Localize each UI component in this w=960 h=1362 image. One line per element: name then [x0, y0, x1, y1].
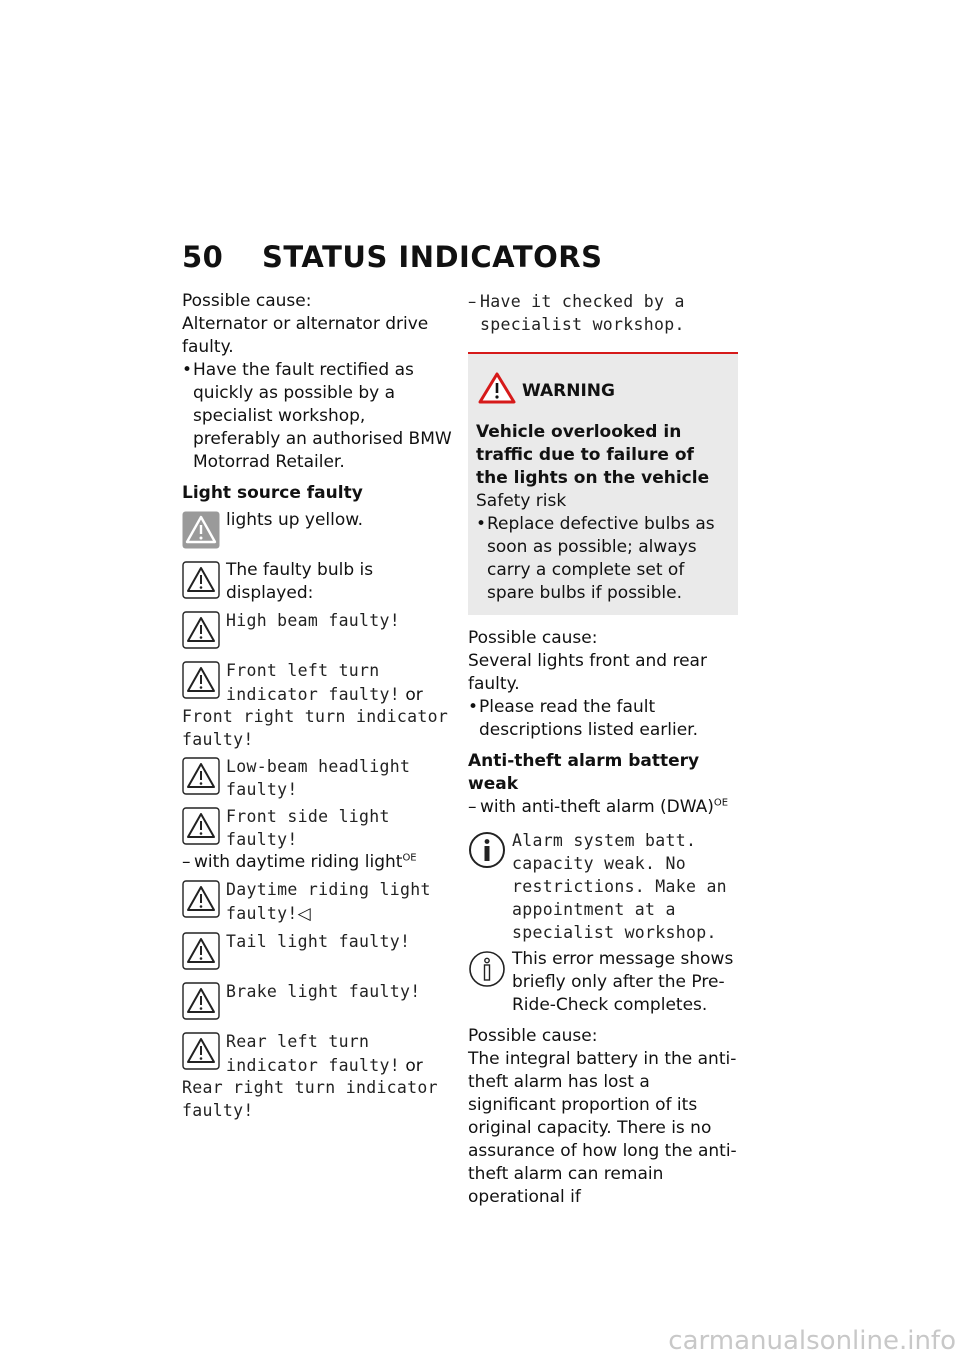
info-icon	[468, 831, 506, 876]
indicator-row	[182, 659, 452, 707]
indicator-row	[182, 930, 452, 976]
rear-left-turn-message: Rear left turn indicator faulty!	[226, 1032, 400, 1075]
front-right-turn-message: Front right turn indicator faulty!	[182, 707, 449, 749]
indicator-row	[182, 509, 452, 555]
watermark: carmanualsonline.info	[668, 1326, 956, 1356]
possible-cause-label: Possible cause:	[468, 628, 598, 648]
front-side-message: Front side light faulty!	[226, 807, 390, 849]
warning-triangle-icon	[182, 1032, 220, 1077]
warning-triangle-icon	[182, 880, 220, 925]
daytime-riding-message: Daytime riding light faulty!	[226, 880, 431, 923]
front-turn-text	[182, 659, 452, 707]
warning-triangle-icon	[182, 932, 220, 977]
have-checked-line: – Have it checked by a specialist workshop.	[468, 292, 685, 334]
indicator-row	[182, 559, 452, 605]
end-mark-icon: ◁	[297, 904, 311, 924]
antitheft-heading: Anti-theft alarm battery weak	[468, 751, 700, 794]
indicator-row	[182, 878, 452, 926]
brake-light-message: Brake light faulty!	[226, 982, 421, 1001]
page-number: 50	[182, 240, 224, 274]
possible-cause-label: Possible cause:	[182, 291, 312, 311]
cause-text: Alternator or alternator drive faulty.	[182, 314, 429, 357]
info-row	[468, 948, 738, 1017]
left-column	[182, 290, 452, 1122]
warning-bullet: • Replace defective bulbs as soon as possible; always carry a complete set of spare bulbs if possible.	[476, 513, 730, 605]
warning-risk: Safety risk	[476, 491, 567, 511]
info-row	[468, 829, 738, 944]
alarm-message: Alarm system batt. capacity weak. No restrictions. Make an appointment at a specialist workshop.	[512, 831, 727, 942]
warning-triangle-icon	[182, 807, 220, 852]
error-message-text: This error message shows briefly only after the Pre-Ride-Check completes.	[512, 949, 734, 1015]
low-beam-message: Low-beam headlight faulty!	[226, 757, 411, 799]
tail-light-message: Tail light faulty!	[226, 932, 411, 951]
oe-mark: OE	[402, 852, 417, 864]
indicator-row	[182, 980, 452, 1026]
battery-cause-text: The integral battery in the anti-theft alarm has lost a significant proportion of its original capacity. There is no assurance of how long the anti-theft alarm can remain operational if	[468, 1049, 737, 1207]
oe-mark: OE	[713, 797, 729, 809]
right-column	[468, 290, 738, 1209]
indicator-row	[182, 755, 452, 801]
warning-header	[476, 372, 730, 411]
with-dwa-line: – with anti-theft alarm (DWA)$^{OE}$	[468, 797, 729, 817]
warning-heading: Vehicle overlooked in traffic due to failure of the lights on the vehicle	[476, 422, 710, 488]
warning-triangle-icon	[182, 661, 220, 706]
possible-cause-label: Possible cause:	[468, 1026, 598, 1046]
indicator-row	[182, 1030, 452, 1078]
or-word: or	[405, 685, 423, 705]
indicator-row	[182, 805, 452, 851]
faulty-bulb-text: The faulty bulb is displayed:	[226, 560, 374, 603]
bullet-item: • Have the fault rectified as quickly as possible by a specialist workshop, preferably an authorised BMW Motorrad Retailer.	[182, 359, 452, 474]
warning-label: WARNING	[522, 381, 615, 401]
with-drl-text: with daytime riding light	[194, 852, 403, 872]
warning-triangle-icon	[182, 561, 220, 606]
info-icon	[468, 950, 506, 995]
lights-up-text: lights up yellow.	[226, 510, 364, 530]
warning-box	[468, 352, 738, 615]
daytime-riding-text	[182, 878, 452, 926]
warning-triangle-icon	[182, 511, 220, 556]
or-word: or	[405, 1056, 423, 1076]
high-beam-message: High beam faulty!	[226, 611, 400, 630]
light-source-heading: Light source faulty	[182, 483, 363, 503]
warning-triangle-icon	[182, 757, 220, 802]
rear-right-turn-message: Rear right turn indicator faulty!	[182, 1078, 438, 1120]
bullet-item: • Please read the fault descriptions listed earlier.	[468, 696, 738, 742]
rear-turn-text	[182, 1030, 452, 1078]
page-header	[182, 240, 602, 274]
cause-text: Several lights front and rear faulty.	[468, 651, 707, 694]
indicator-row	[182, 609, 452, 655]
front-left-turn-message: Front left turn indicator faulty!	[226, 661, 400, 704]
with-drl-line: – with daytime riding light$^{OE}$	[182, 852, 417, 872]
have-checked-message: Have it checked by a specialist workshop.	[480, 292, 685, 334]
with-dwa-text: with anti-theft alarm (DWA)	[480, 797, 714, 817]
warning-triangle-icon	[182, 982, 220, 1027]
page-title: STATUS INDICATORS	[262, 240, 603, 274]
warning-triangle-icon	[476, 372, 522, 411]
warning-triangle-icon	[182, 611, 220, 656]
